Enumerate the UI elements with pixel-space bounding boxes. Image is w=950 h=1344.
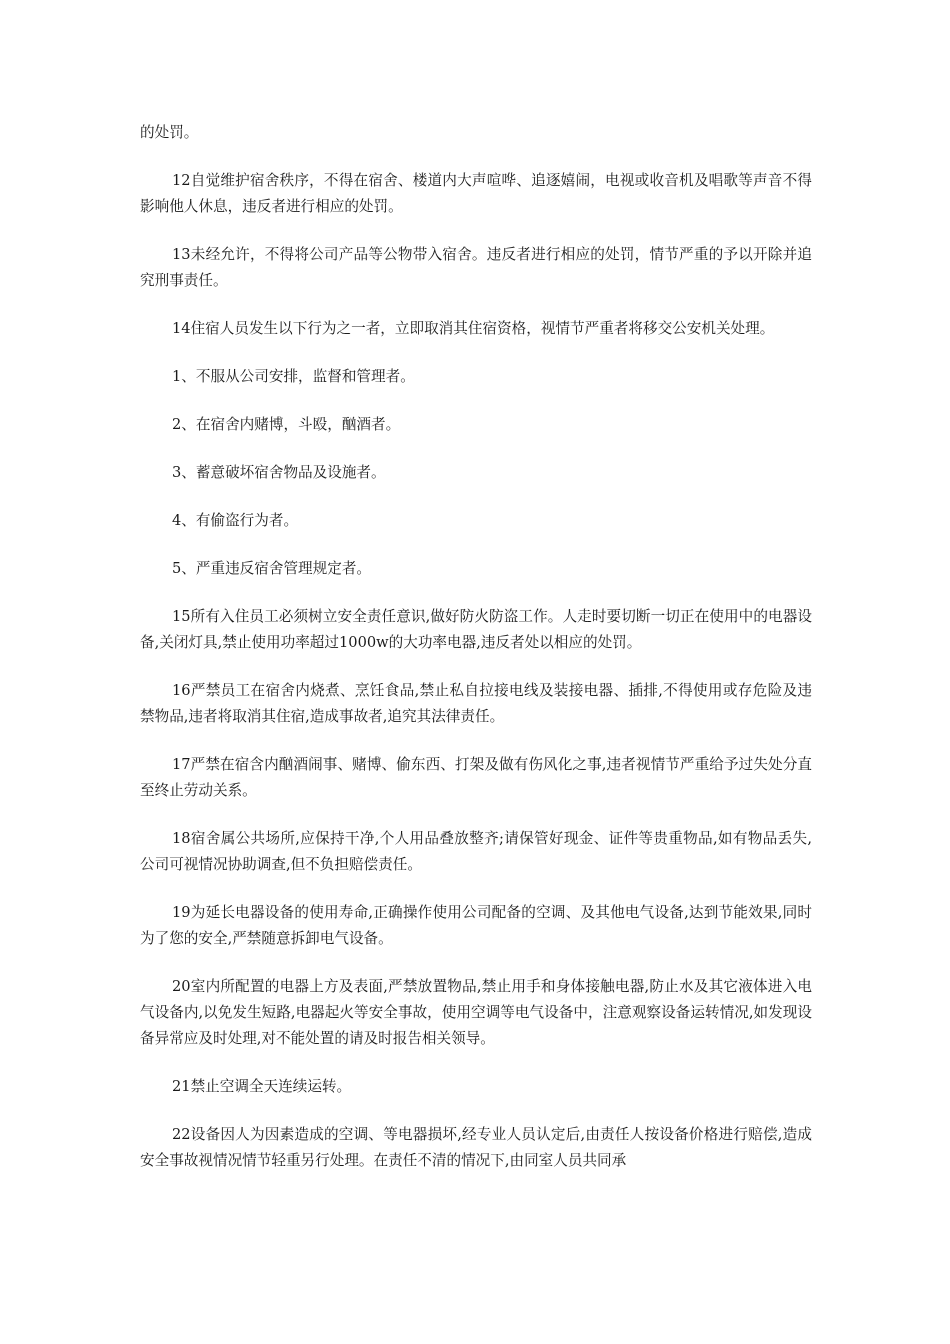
list-item-1: 1、不服从公司安排，监督和管理者。: [172, 368, 415, 385]
paragraph-rule-16: 16严禁员工在宿舍内烧煮、烹饪食品,禁止私自拉接电线及装接电器、插排,不得使用或存危险及违禁物品,违者将取消其住宿,造成事故者,追究其法律责任。: [140, 682, 812, 725]
list-item-5: 5、严重违反宿舍管理规定者。: [172, 560, 372, 577]
list-item-3: 3、蓄意破坏宿舍物品及设施者。: [172, 464, 386, 481]
paragraph-rule-13: 13未经允许，不得将公司产品等公物带入宿舍。违反者进行相应的处罚，情节严重的予以开除并追究刑事责任。: [140, 246, 812, 289]
paragraph-continuation: 的处罚。: [140, 124, 199, 141]
paragraph-rule-17: 17严禁在宿含内酗酒闹事、赌博、偷东西、打架及做有伤风化之事,违者视情节严重给予过失处分直至终止劳动关系。: [140, 756, 812, 799]
paragraph-rule-19: 19为延长电器设备的使用寿命,正确操作使用公司配备的空调、及其他电气设备,达到节能效果,同时为了您的安全,严禁随意拆卸电气设备。: [140, 904, 812, 947]
paragraph-rule-20: 20室内所配置的电器上方及表面,严禁放置物品,禁止用手和身体接触电器,防止水及其它液体进入电气设备内,以免发生短路,电器起火等安全事故，使用空调等电气设备中，注意观察设备运转情况,如发现设备异常应及时处理,对不能处置的请及时报告相关领导。: [140, 978, 812, 1047]
paragraph-rule-15: 15所有入住员工必须树立安全责任意识,做好防火防盗工作。人走时要切断一切正在使用中的电器设备,关闭灯具,禁止使用功率超过1000w的大功率电器,违反者处以相应的处罚。: [140, 608, 812, 651]
paragraph-rule-21: 21禁止空调全天连续运转。: [172, 1078, 352, 1095]
list-item-2: 2、在宿舍内赌博，斗殴，酗酒者。: [172, 416, 401, 433]
paragraph-rule-12: 12自觉维护宿舍秩序，不得在宿舍、楼道内大声喧哗、追逐嬉闹，电视或收音机及唱歌等声音不得影响他人休息，违反者进行相应的处罚。: [140, 172, 812, 215]
list-item-4: 4、有偷盗行为者。: [172, 512, 299, 529]
paragraph-rule-22: 22设备因人为因素造成的空调、等电器损坏,经专业人员认定后,由责任人按设备价格进行赔偿,造成安全事故视情况情节轻重另行处理。在责任不清的情况下,由同室人员共同承: [140, 1126, 812, 1169]
document-page: [140, 120, 812, 1196]
paragraph-rule-14: 14住宿人员发生以下行为之一者，立即取消其住宿资格，视情节严重者将移交公安机关处理。: [172, 320, 775, 337]
paragraph-rule-18: 18宿舍属公共场所,应保持干净,个人用品叠放整齐;请保管好现金、证件等贵重物品,如有物品丢失,公司可视情况协助调查,但不负担赔偿责任。: [140, 830, 812, 873]
